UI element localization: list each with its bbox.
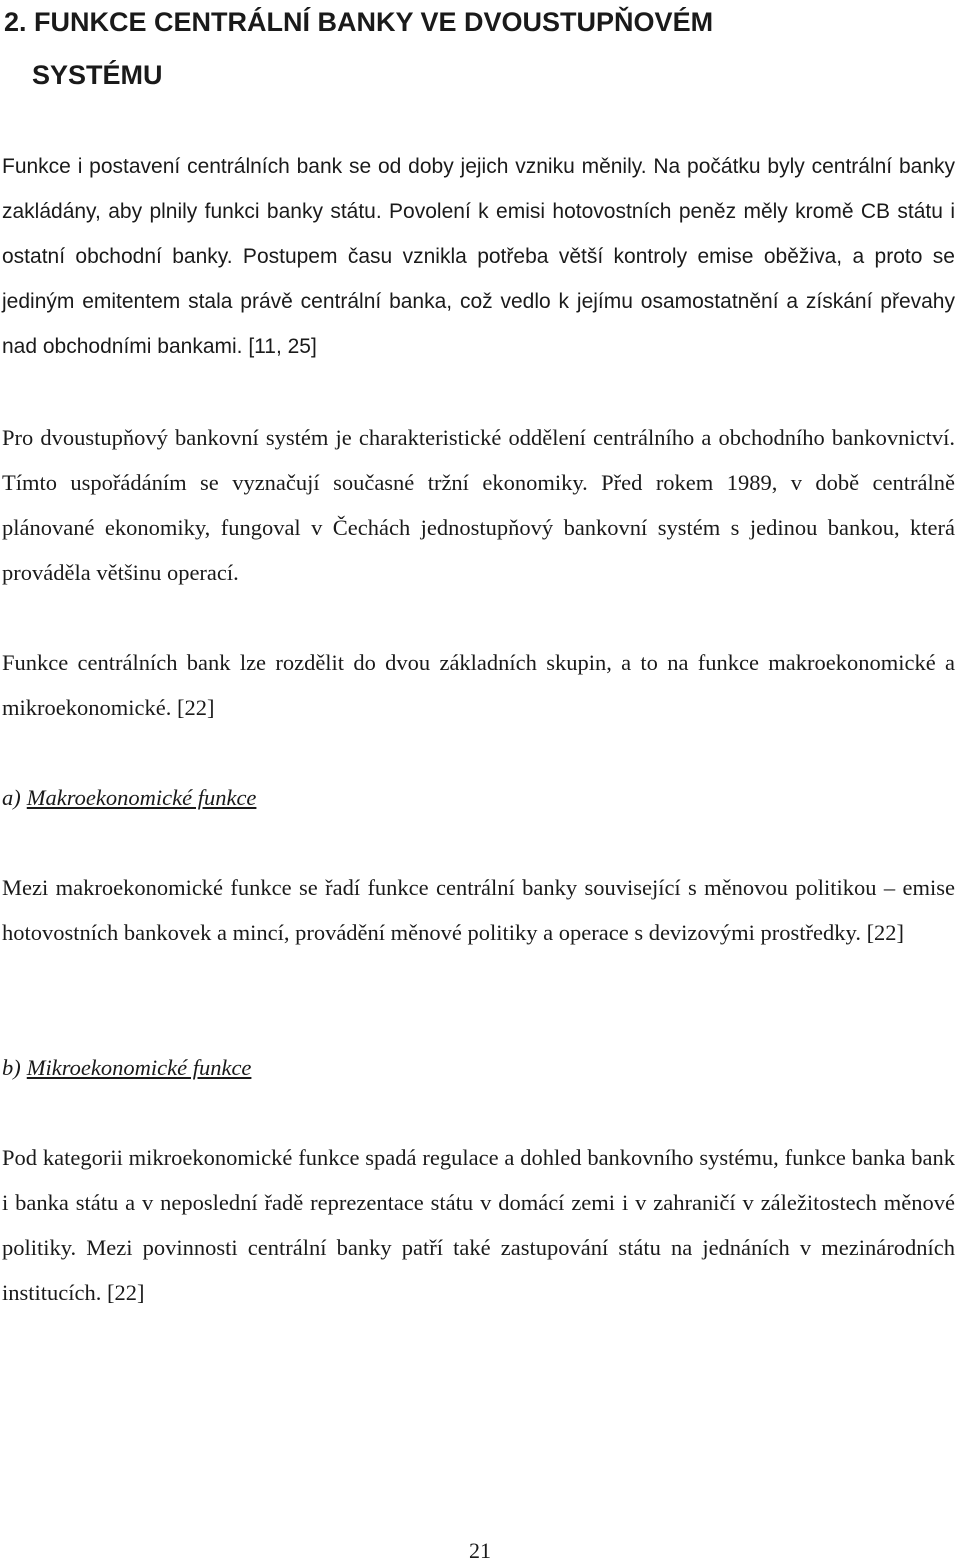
subheading-macro [2, 775, 256, 820]
chapter-heading-line2: SYSTÉMU [32, 60, 163, 90]
page-number: 21 [469, 1538, 491, 1563]
paragraph-two-tier-system: Pro dvoustupňový bankovní systém je charakteristické oddělení centrálního a obchodního bankovnictví. Tímto uspořádáním se vyznačují současné tržní ekonomiky. Před rokem 1989, v době centrálně plánované ekonomiky, fungoval v Čechách jednostupňový bankovní systém s jedinou bankou, která prováděla většinu operací. [2, 425, 955, 585]
chapter-heading [4, 0, 944, 102]
paragraph-function-groups: Funkce centrálních bank lze rozdělit do dvou základních skupin, a to na funkce makroekonomické a mikroekonomické. [22] [2, 650, 955, 720]
paragraph-history: Funkce i postavení centrálních bank se od doby jejich vzniku měnily. Na počátku byly centrální banky zakládány, aby plnily funkci banky státu. Povolení k emisi hotovostních peněz měly kromě CB státu i ostatní obchodní banky. Postupem času vznikla potřeba větší kontroly emise oběživa, a proto se jediným emitentem stala právě centrální banka, což vedlo k jejímu osamostatnění a získání převahy nad obchodními bankami. [11, 25] [2, 155, 955, 358]
chapter-heading-line1: 2. FUNKCE CENTRÁLNÍ BANKY VE DVOUSTUPŇOVÉM [4, 7, 714, 37]
subheading-micro [2, 1045, 251, 1090]
subheading-macro-title: Makroekonomické funkce [26, 785, 257, 810]
subheading-micro-marker: b) [2, 1055, 21, 1080]
subheading-macro-marker: a) [2, 785, 21, 810]
paragraph-micro-functions: Pod kategorii mikroekonomické funkce spadá regulace a dohled bankovního systému, funkce banka bank i banka státu a v neposlední řadě reprezentace státu v domácí zemi i v zahraničí v záležitostech měnové politiky. Mezi povinnosti centrální banky patří také zastupování státu na jednáních v mezinárodních institucích. [22] [2, 1145, 955, 1305]
subheading-micro-title: Mikroekonomické funkce [26, 1055, 252, 1080]
paragraph-macro-functions: Mezi makroekonomické funkce se řadí funkce centrální banky související s měnovou politikou – emise hotovostních bankovek a mincí, provádění měnové politiky a operace s devizovými prostředky. [22] [2, 875, 955, 945]
